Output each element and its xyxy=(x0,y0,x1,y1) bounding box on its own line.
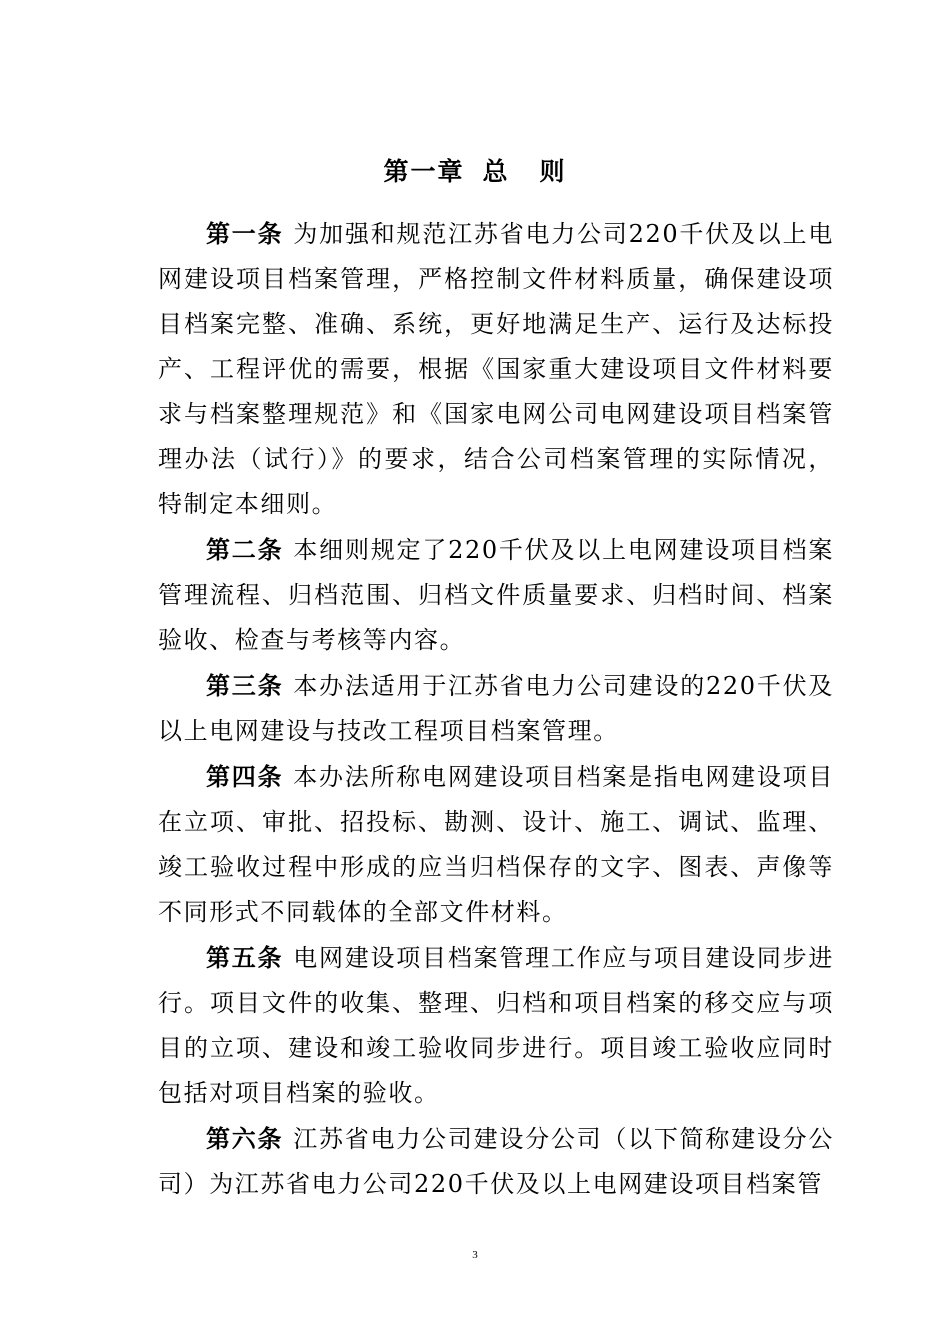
article-text: 本细则规定了220千伏及以上电网建设项目档案管理流程、归档范围、归档文件质量要求、归档时间、档案验收、检查与考核等内容。 xyxy=(158,536,834,654)
article-6 xyxy=(158,1116,834,1207)
chapter-title xyxy=(0,150,950,194)
body-text xyxy=(158,211,834,1207)
article-text: 本办法适用于江苏省电力公司建设的220千伏及以上电网建设与技改工程项目档案管理。 xyxy=(158,672,834,745)
page-number: 3 xyxy=(472,1249,478,1261)
article-3 xyxy=(158,663,834,754)
article-text: 江苏省电力公司建设分公司（以下简称建设分公司）为江苏省电力公司220千伏及以上电网建设项目档案管 xyxy=(158,1125,834,1198)
article-label: 第六条 xyxy=(206,1124,284,1153)
article-5 xyxy=(158,935,834,1116)
article-text: 本办法所称电网建设项目档案是指电网建设项目在立项、审批、招投标、勘测、设计、施工、调试、监理、竣工验收过程中形成的应当归档保存的文字、图表、声像等不同形式不同载体的全部文件材料。 xyxy=(158,763,834,926)
article-1 xyxy=(158,211,834,527)
chapter-title-number: 第一章 xyxy=(383,157,465,186)
chapter-title-word-rules: 则 xyxy=(539,157,567,186)
article-label: 第三条 xyxy=(206,671,284,700)
article-label: 第五条 xyxy=(206,943,284,972)
article-text: 为加强和规范江苏省电力公司220千伏及以上电网建设项目档案管理，严格控制文件材料质量，确保建设项目档案完整、准确、系统，更好地满足生产、运行及达标投产、工程评优的需要，根据《国家重大建设项目文件材料要求与档案整理规范》和《国家电网公司电网建设项目档案管理办法（试行）》的要求，结合公司档案管理的实际情况，特制定本细则。 xyxy=(158,220,834,518)
chapter-title-word-general: 总 xyxy=(482,157,510,186)
article-label: 第一条 xyxy=(206,219,284,248)
article-label: 第二条 xyxy=(206,535,284,564)
article-label: 第四条 xyxy=(206,762,284,791)
article-4 xyxy=(158,754,834,935)
article-text: 电网建设项目档案管理工作应与项目建设同步进行。项目文件的收集、整理、归档和项目档案的移交应与项目的立项、建设和竣工验收同步进行。项目竣工验收应同时包括对项目档案的验收。 xyxy=(158,944,834,1107)
article-2 xyxy=(158,527,834,663)
